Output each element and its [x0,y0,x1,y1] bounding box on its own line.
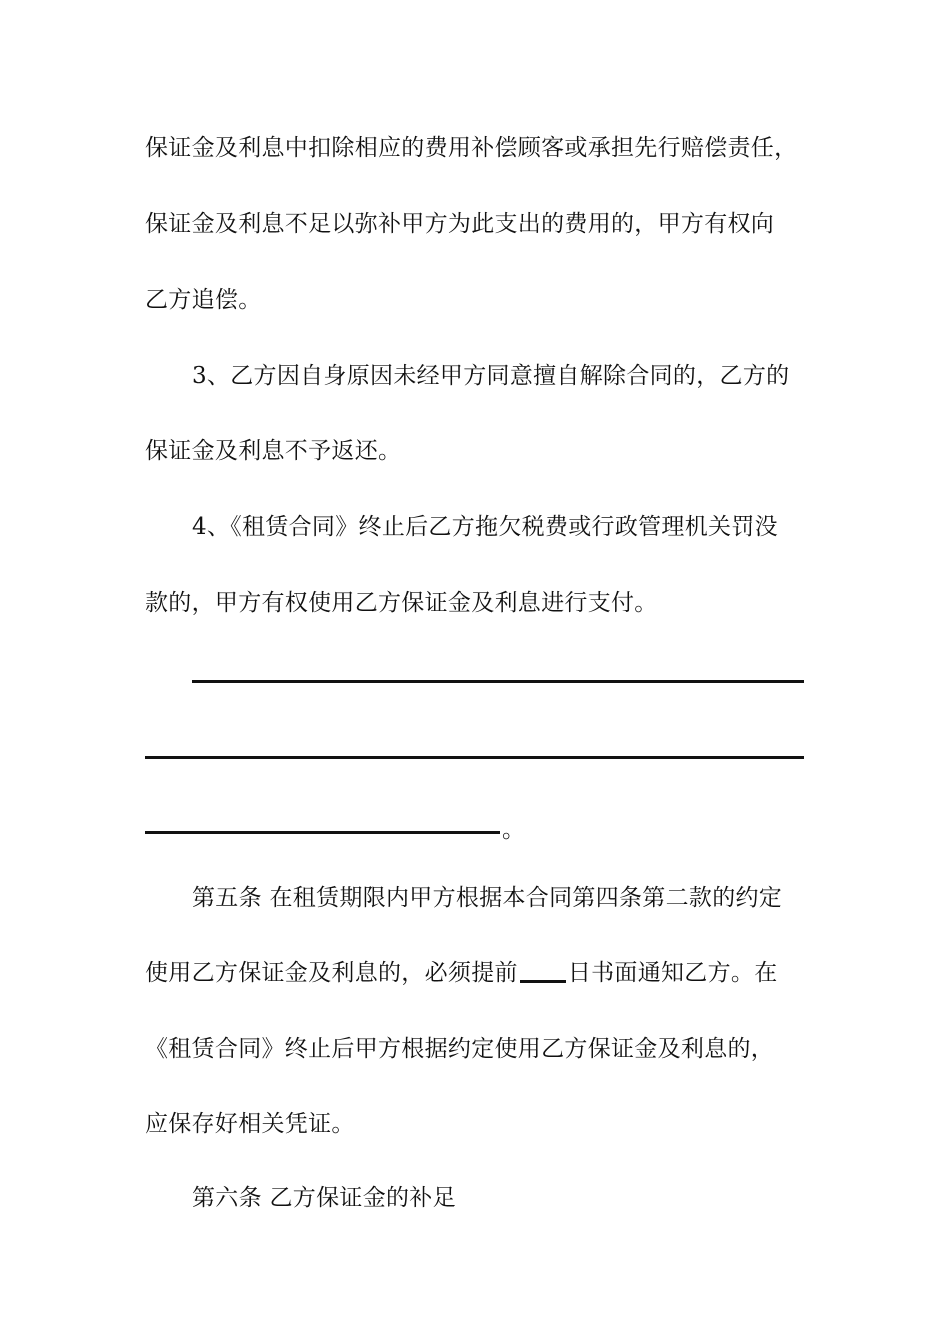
article-6-title: 第六条 乙方保证金的补足 [192,1185,456,1211]
clause-4-line-1: 4、《租赁合同》终止后乙方拖欠税费或行政管理机关罚没 [192,514,778,540]
article-5-line-1: 第五条 在租赁期限内甲方根据本合同第四条第二款的约定 [192,885,783,911]
paragraph-line-1: 保证金及利息中扣除相应的费用补偿顾客或承担先行赔偿责任， [145,135,798,161]
article-5-line-2 [145,958,810,988]
clause-3-line-1: 3、乙方因自身原因未经甲方同意擅自解除合同的，乙方的 [192,363,790,389]
article-5-line-4: 应保存好相关凭证。 [145,1111,355,1137]
blank-line-end-period: 。 [502,817,525,843]
clause-4-line-2: 款的，甲方有权使用乙方保证金及利息进行支付。 [145,590,658,616]
fill-in-blank-line-1 [192,680,804,683]
clause-3-line-2: 保证金及利息不予返还。 [145,438,402,464]
article-5-line-3: 《租赁合同》终止后甲方根据约定使用乙方保证金及利息的， [145,1036,775,1062]
article-5-line-2-before: 使用乙方保证金及利息的，必须提前 [145,960,518,986]
fill-in-blank-line-3 [145,831,500,834]
paragraph-line-3: 乙方追偿。 [145,287,262,313]
fill-in-blank-line-2 [145,756,804,759]
article-5-line-2-after: 日书面通知乙方。在 [567,960,778,986]
paragraph-line-2: 保证金及利息不足以弥补甲方为此支出的费用的，甲方有权向 [145,211,775,237]
days-fill-in-blank [520,980,566,983]
